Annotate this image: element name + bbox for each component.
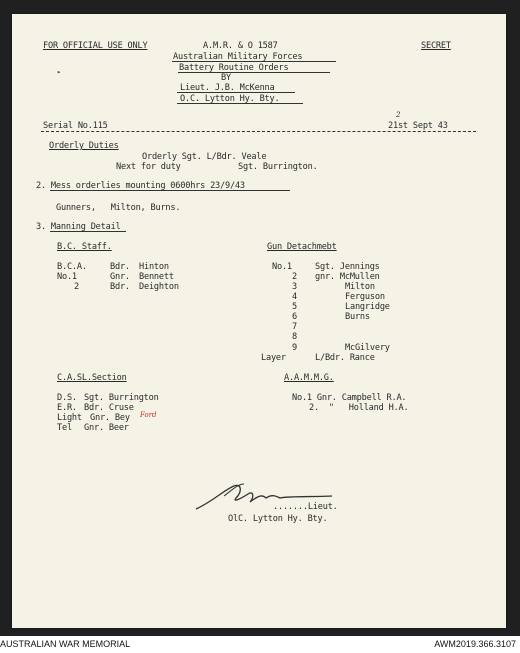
casl-position: Tel — [57, 423, 72, 433]
gun-number: Layer — [261, 353, 286, 363]
gun-number: 4 — [292, 292, 297, 302]
document-page — [12, 14, 506, 628]
next-for-duty-name: Sgt. Burrington. — [238, 162, 318, 172]
bc-staff-rank: Bdr. — [110, 262, 130, 272]
gun-detachment-title: Gun Detachmebt — [267, 242, 337, 252]
bc-staff-position: 2 — [74, 282, 79, 292]
header-rule — [177, 92, 295, 93]
bc-staff-position: No.1 — [57, 272, 77, 282]
header-rule — [172, 61, 336, 62]
footer-institution: AUSTRALIAN WAR MEMORIAL — [0, 639, 131, 649]
bc-staff-rank: Bdr. — [110, 282, 130, 292]
gun-number: 5 — [292, 302, 297, 312]
by-label: BY — [221, 73, 231, 83]
reference-number: A.M.R. & O 1587 — [203, 41, 278, 51]
aammg-title: A.A.M.M.G. — [284, 373, 334, 383]
serial-number: Serial No.115 — [43, 121, 108, 131]
gun-number: 2 — [292, 272, 297, 282]
casl-position: E.R. — [57, 403, 77, 413]
section-underline — [50, 190, 290, 191]
next-for-duty-label: Next for duty — [116, 162, 181, 172]
casl-position: D.S. — [57, 393, 77, 403]
gun-number: 9 — [292, 343, 297, 353]
bc-staff-name: Deighton — [139, 282, 179, 292]
manning-detail-title: 3. Manning Detail — [36, 222, 121, 232]
header-rule — [177, 103, 303, 104]
mess-orderlies-title: 2. Mess orderlies mounting 0600hrs 23/9/43 — [36, 181, 245, 191]
gun-number: 8 — [292, 332, 297, 342]
gun-number: No.1 — [272, 262, 292, 272]
orders-title: Battery Routine Orders — [179, 63, 289, 73]
officer-unit: O.C. Lytton Hy. Bty. — [180, 94, 280, 104]
orderly-duties-title: Orderly Duties — [49, 141, 119, 151]
casl-position: Light — [57, 413, 82, 423]
gun-number: 6 — [292, 312, 297, 322]
serial-rule — [41, 131, 476, 132]
date-correction: 2 — [396, 111, 401, 119]
gun-member: Burns — [345, 312, 370, 322]
casl-member: Gnr. Beer — [84, 423, 129, 433]
order-date: 21st Sept 43 — [388, 121, 448, 131]
ink-mark: ▸ — [57, 68, 62, 76]
footer-accession-number: AWM2019.366.3107 — [434, 639, 516, 649]
gun-member: Sgt. Jennings — [315, 262, 380, 272]
handwritten-correction: Ford — [140, 411, 157, 419]
mess-gunners: Gunners, Milton, Burns. — [56, 203, 181, 213]
orderly-sergeant: Orderly Sgt. L/Bdr. Veale — [142, 152, 267, 162]
officer-name: Lieut. J.B. McKenna — [180, 83, 275, 93]
section-underline — [50, 231, 126, 232]
bc-staff-name: Bennett — [139, 272, 174, 282]
gun-number: 7 — [292, 322, 297, 332]
gun-member: Milton — [345, 282, 375, 292]
casl-section-title: C.A.SL.Section — [57, 373, 127, 383]
signature-unit: OlC. Lytton Hy. Bty. — [228, 514, 328, 524]
casl-member: Bdr. Cruse — [84, 403, 134, 413]
casl-member: Sgt. Burrington — [84, 393, 159, 403]
gun-member: McGilvery — [345, 343, 390, 353]
gun-member: Ferguson — [345, 292, 385, 302]
bc-staff-position: B.C.A. — [57, 262, 87, 272]
signature-rank: .......Lieut. — [273, 502, 338, 512]
aammg-member: No.1 Gnr. Campbell R.A. — [292, 393, 407, 403]
gun-member: gnr. McMullen — [315, 272, 380, 282]
casl-member: Gnr. Bey — [90, 413, 130, 423]
secret-label: SECRET — [421, 41, 451, 51]
aammg-member: 2. " Holland H.A. — [309, 403, 409, 413]
gun-member: Langridge — [345, 302, 390, 312]
bc-staff-title: B.C. Staff. — [57, 242, 112, 252]
bc-staff-name: Hinton — [139, 262, 169, 272]
official-use-label: FOR OFFICIAL USE ONLY — [43, 41, 148, 51]
organisation: Australian Military Forces — [173, 52, 303, 62]
gun-number: 3 — [292, 282, 297, 292]
bc-staff-rank: Gnr. — [110, 272, 130, 282]
gun-member: L/Bdr. Rance — [315, 353, 375, 363]
header-rule — [178, 72, 330, 73]
